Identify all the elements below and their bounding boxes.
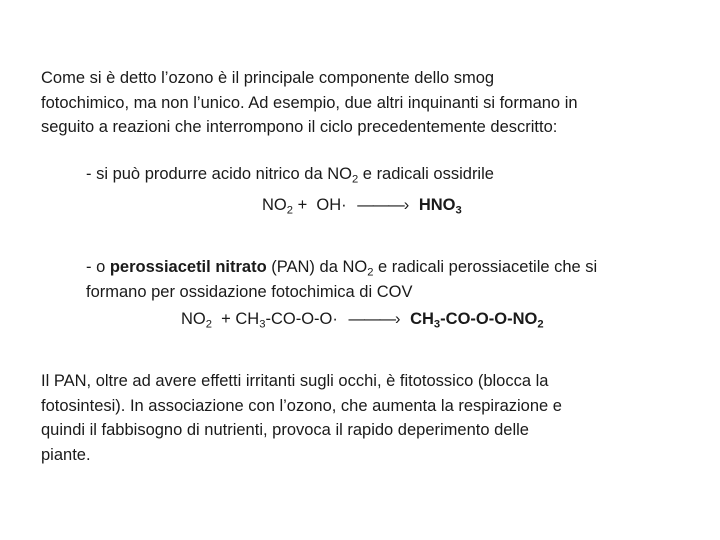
equation-nitric-acid — [262, 193, 462, 218]
item-bold-term: perossiacetil nitrato — [109, 258, 267, 276]
reactant: NO — [181, 310, 206, 328]
outro-paragraph — [41, 369, 681, 467]
item-pan — [86, 255, 686, 304]
outro-line: piante. — [41, 445, 91, 464]
item-pan-line — [86, 255, 686, 280]
outro-line: quindi il fabbisogno di nutrienti, provoca il rapido deperimento delle — [41, 421, 529, 439]
product — [418, 196, 462, 217]
subscript: 2 — [286, 204, 293, 217]
subscript: 2 — [351, 173, 359, 186]
subscript: 3 — [259, 318, 266, 331]
item-text: - si può produrre acido nitrico da NO — [86, 165, 352, 183]
subscript: 2 — [367, 266, 374, 279]
outro-line: fotosintesi). In associazione con l’ozono, che aumenta la respirazione e — [41, 396, 562, 415]
item-text: e radicali ossidrile — [358, 165, 494, 183]
item-nitric-acid — [86, 162, 686, 187]
intro-paragraph — [41, 66, 681, 140]
item-nitric-acid-line — [86, 162, 686, 187]
item-text: - o — [86, 258, 110, 276]
subscript: 3 — [433, 318, 441, 331]
reactant: -CO-O-O· — [265, 310, 338, 328]
equation-pan — [181, 307, 544, 332]
item-text: (PAN) da NO — [266, 258, 368, 276]
intro-line: fotochimico, ma non l’unico. Ad esempio, due altri inquinanti si formano in — [41, 93, 578, 112]
item-pan-line: formano per ossidazione fotochimica di COV — [86, 282, 413, 301]
reactant: NO — [262, 196, 287, 214]
product-text: CH — [410, 310, 434, 328]
product — [410, 310, 544, 331]
plus-reactant: + OH· — [293, 196, 347, 214]
outro-line: Il PAN, oltre ad avere effetti irritanti sugli occhi, è fitotossico (blocca la — [41, 372, 549, 390]
intro-line: Come si è detto l’ozono è il principale componente dello smog — [41, 69, 495, 87]
reaction-arrow: ———› — [357, 196, 409, 214]
product-text: -CO-O-O-NO — [440, 310, 538, 328]
item-text: e radicali perossiacetile che si — [373, 258, 598, 276]
subscript: 3 — [455, 204, 462, 217]
subscript: 2 — [537, 318, 544, 331]
intro-line: seguito a reazioni che interrompono il ciclo precedentemente descritto: — [41, 118, 558, 136]
subscript: 2 — [205, 318, 212, 331]
product-text: HNO — [418, 196, 456, 214]
reaction-arrow: ———› — [348, 310, 400, 328]
plus-reactant: + CH — [212, 310, 260, 328]
